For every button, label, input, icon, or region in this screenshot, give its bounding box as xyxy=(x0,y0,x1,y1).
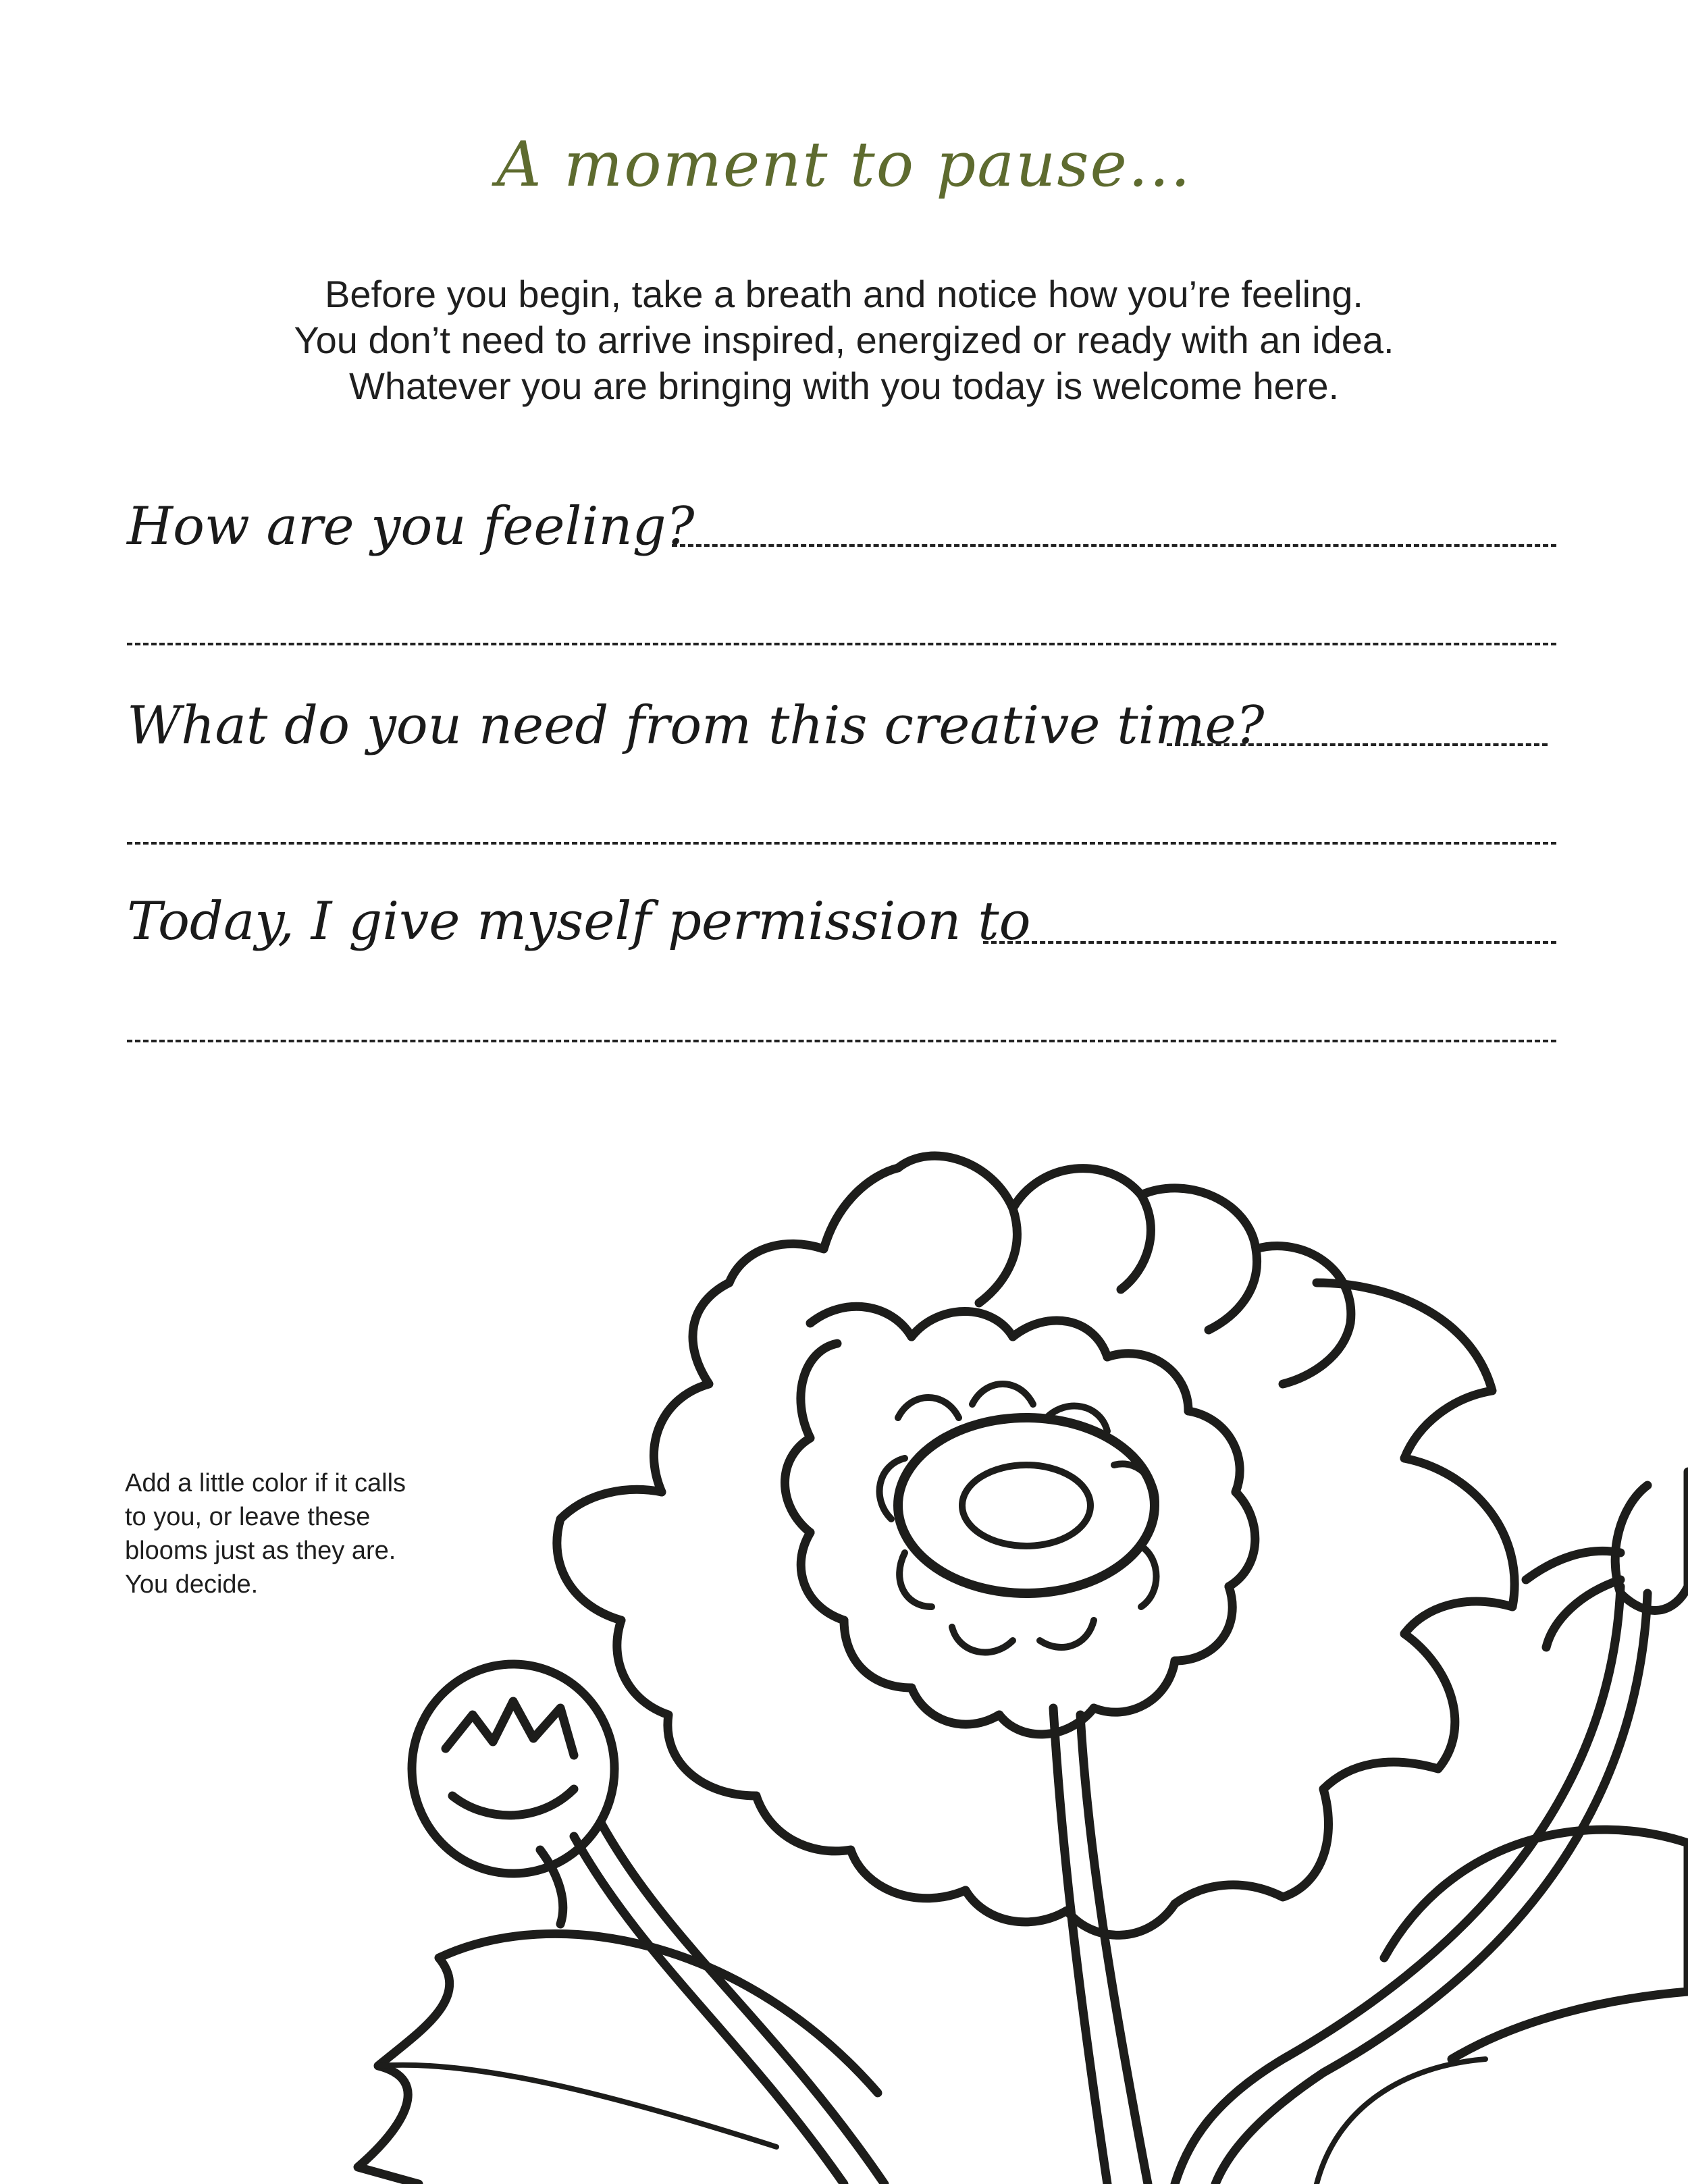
page-title: A moment to pause... xyxy=(496,128,1192,201)
prompt-feeling: How are you feeling? xyxy=(127,496,695,557)
answer-line-feeling-2[interactable] xyxy=(127,643,1556,645)
intro-line-3: Whatever you are bringing with you today is welcome here. xyxy=(348,365,1340,407)
note-line-2: to you, or leave these xyxy=(125,1503,371,1531)
answer-line-need-1[interactable] xyxy=(1167,743,1548,746)
dahlia-flower-line-art-icon xyxy=(0,1121,1688,2184)
answer-line-permission-2[interactable] xyxy=(127,1040,1556,1042)
intro-paragraph xyxy=(0,271,1688,409)
note-line-3: blooms just as they are. xyxy=(125,1537,396,1565)
answer-line-permission-1[interactable] xyxy=(983,941,1556,944)
answer-line-feeling-1[interactable] xyxy=(672,544,1556,547)
note-line-1: Add a little color if it calls xyxy=(125,1469,406,1497)
note-line-4: You decide. xyxy=(125,1570,259,1599)
intro-line-2: You don’t need to arrive inspired, energized or ready with an idea. xyxy=(294,319,1394,361)
answer-line-need-2[interactable] xyxy=(127,842,1556,845)
intro-line-1: Before you begin, take a breath and notice how you’re feeling. xyxy=(325,273,1363,315)
prompt-need: What do you need from this creative time? xyxy=(127,695,1265,756)
prompt-permission: Today, I give myself permission to xyxy=(127,891,1031,952)
